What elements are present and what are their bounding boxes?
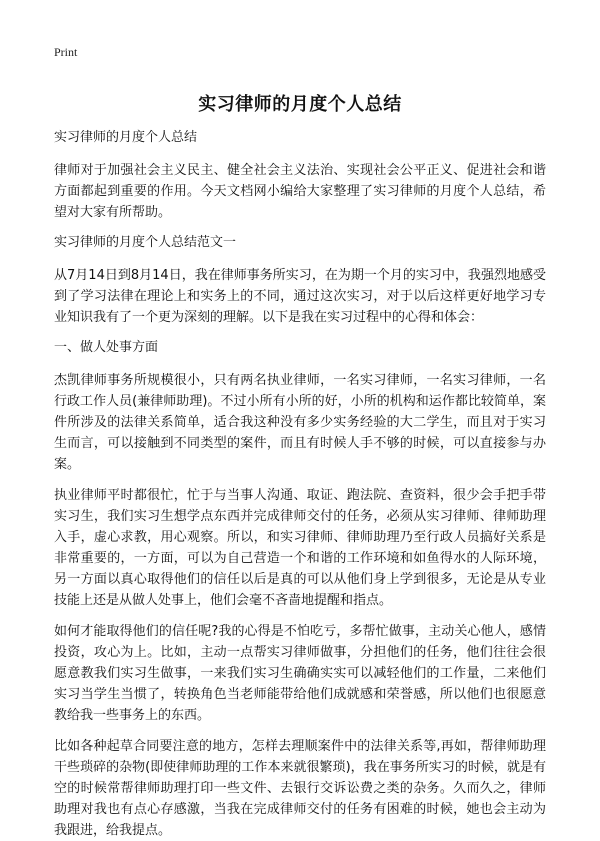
paragraph-1: 从7月14日到8月14日，我在律师事务所实习，在为期一个月的实习中，我强烈地感受到了学习法律在理论上和实务上的不同，通过这次实习，对于以后这样更好地学习专业知识我有了一个更为深刻的理解。以下是我在实习过程中的心得和体会：: [54, 268, 546, 325]
document-subtitle: 实习律师的月度个人总结: [54, 130, 198, 145]
sample-heading: 实习律师的月度个人总结范文一: [54, 235, 237, 250]
page-title: 实习律师的月度个人总结: [198, 94, 402, 115]
section-heading-1: 一、做人处事方面: [54, 340, 159, 355]
print-link[interactable]: Print: [54, 45, 78, 59]
paragraph-5: 比如各种起草合同要注意的地方，怎样去理顺案件中的法律关系等,再如，帮律师助理干些琐碎的杂物(即使律师助理的工作本来就很繁琐)，我在事务所实习的时候，就是有空的时候常帮律师助理打印一些文件、去银行交诉讼费之类的杂务。久而久之，律师助理对我也有点心存感激，当我在完成律师交付的任务有困难的时候，她也会主动为我跟进，给我提点。: [54, 739, 546, 838]
paragraph-3: 执业律师平时都很忙，忙于与当事人沟通、取证、跑法院、查资料，很少会手把手带实习生，我们实习生想学点东西并完成律师交付的任务，必须从实习律师、律师助理入手，虚心求教，用心观察。所以，和实习律师、律师助理乃至行政人员搞好关系是非常重要的，一方面，可以为自己营造一个和谐的工作环境和如鱼得水的人际环境，另一方面以真心取得他们的信任以后是真的可以从他们身上学到很多，无论是从专业技能上还是从做人处事上，他们会毫不吝啬地提醒和指点。: [54, 488, 546, 608]
paragraph-4: 如何才能取得他们的信任呢?我的心得是不怕吃亏，多帮忙做事，主动关心他人，感情投资，攻心为上。比如，主动一点帮实习律师做事，分担他们的任务，他们往往会很愿意教我们实习生做事，一来我们实习生确确实实可以减轻他们的工作量，二来他们实习当学生当惯了，转换角色当老师能带给他们成就感和荣誉感，所以他们也很愿意教给我一些事务上的东西。: [54, 624, 546, 723]
paragraph-2: 杰凯律师事务所规模很小，只有两名执业律师，一名实习律师，一名实习律师，一名行政工作人员(兼律师助理)。不过小所有小所的好，小所的机构和运作都比较简单，案件所涉及的法律关系简单，适合我这种没有多少实务经验的大二学生，而且对于实习生而言，可以接触到不同类型的案件，而且有时候人手不够的时候，可以直接参与办案。: [54, 373, 546, 472]
intro-paragraph: 律师对于加强社会主义民主、健全社会主义法治、实现社会公平正义、促进社会和谐方面都起到重要的作用。今天文档网小编给大家整理了实习律师的月度个人总结，希望对大家有所帮助。: [54, 163, 546, 220]
